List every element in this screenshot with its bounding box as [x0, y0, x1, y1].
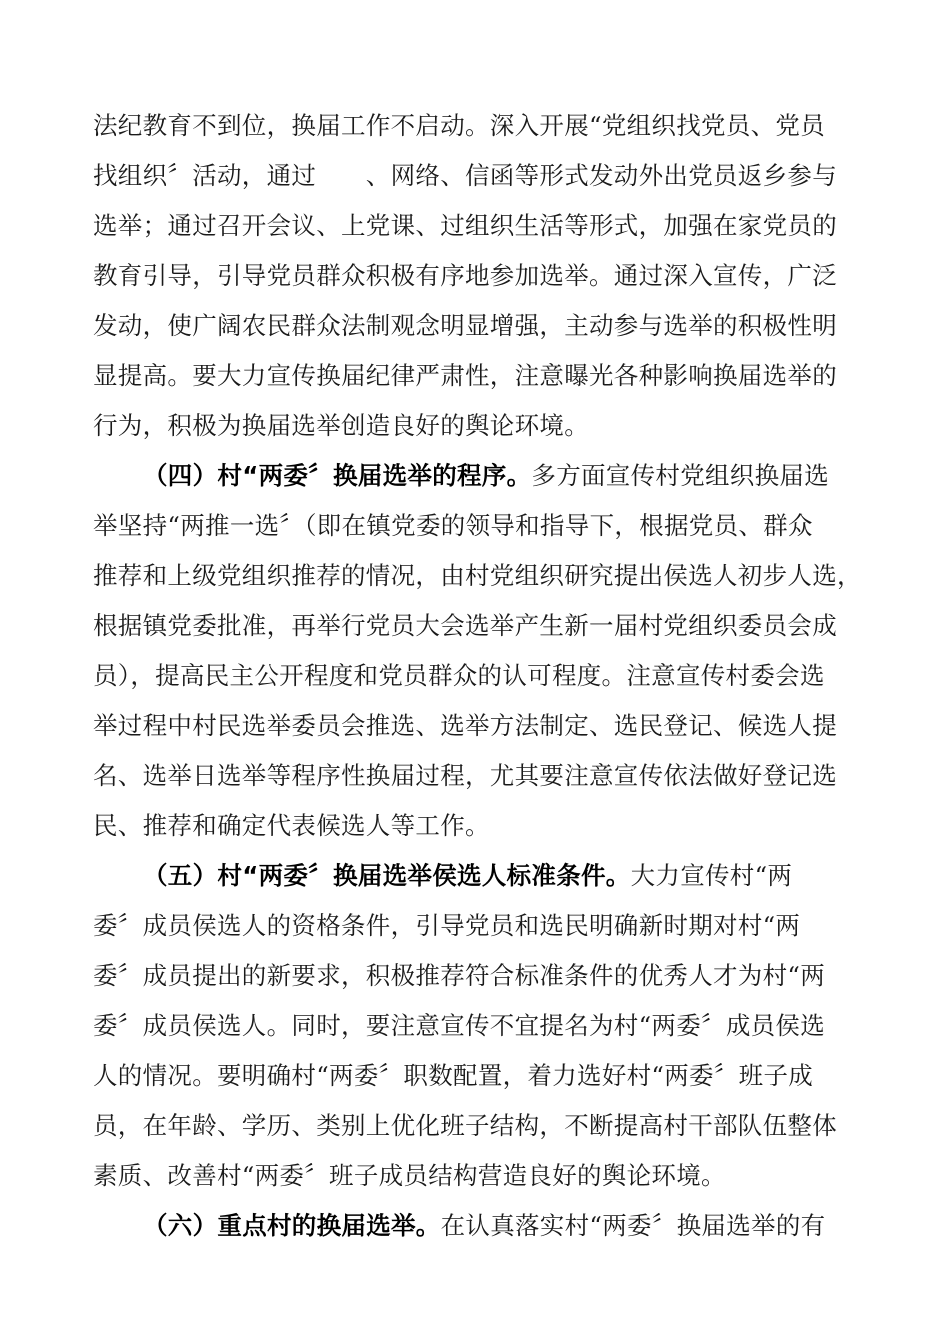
text-line: 人的情况。要明确村“两委〞职数配置，着力选好村“两委〞班子成	[93, 1061, 814, 1090]
text-line: 素质、改善村“两委〞班子成员结构营造良好的舆论环境。	[93, 1161, 726, 1190]
section-heading-5: （五）村“两委〞换届选举侯选人标准条件。	[143, 861, 631, 890]
text-line: 推荐和上级党组织推荐的情况，由村党组织研究提出侯选人初步人选，	[93, 561, 862, 590]
text-line: 发动，使广阔农民群众法制观念明显增强，主动参与选举的积极性明	[93, 311, 837, 340]
text-line: 举过程中村民选举委员会推选、选举方法制定、选民登记、候选人提	[93, 711, 837, 740]
text-line: 委〞成员侯选人。同时，要注意宣传不宜提名为村“两委〞成员侯选	[93, 1011, 826, 1040]
text-line: 委〞成员提出的新要求，积极推荐符合标准条件的优秀人才为村“两	[93, 961, 826, 990]
text-line: 教育引导，引导党员群众积极有序地参加选举。通过深入宣传，广泛	[93, 261, 837, 290]
text-line: 行为，积极为换届选举创造良好的舆论环境。	[93, 411, 589, 440]
text-line: 显提高。要大力宣传换届纪律严肃性，注意曝光各种影响换届选举的	[93, 361, 837, 390]
text-line: 委〞成员侯选人的资格条件，引导党员和选民明确新时期对村“两	[93, 911, 801, 940]
text-line: 员，在年龄、学历、类别上优化班子结构，不断提高村干部队伍整体	[93, 1111, 837, 1140]
text-line: 名、选举日选举等程序性换届过程，尤其要注意宣传依法做好登记选	[93, 761, 837, 790]
section-heading-4: （四）村“两委〞换届选举的程序。	[143, 461, 532, 490]
text-line: 举坚持“两推一选〞（即在镇党委的领导和指导下，根据党员、群众	[93, 511, 813, 540]
paragraph-first-line	[143, 858, 873, 894]
text-line: 选举；通过召开会议、上党课、过组织生活等形式，加强在家党员的	[93, 211, 837, 240]
text-line: 法纪教育不到位，换届工作不启动。深入开展“党组织找党员、党员	[93, 111, 826, 140]
text-line: 民、推荐和确定代表候选人等工作。	[93, 811, 490, 840]
text-run: 在认真落实村“两委〞换届选举的有	[440, 1211, 826, 1240]
paragraph-first-line	[143, 458, 873, 494]
text-line: 根据镇党委批准，再举行党员大会选举产生新一届村党组织委员会成	[93, 611, 837, 640]
text-line: 员），提高民主公开程度和党员群众的认可程度。注意宣传村委会选	[93, 661, 825, 690]
text-run: 多方面宣传村党组织换届选	[531, 461, 830, 490]
section-heading-6: （六）重点村的换届选举。	[143, 1211, 441, 1240]
text-line: 找组织〞活动，通过 、网络、信函等形式发动外出党员返乡参与	[93, 161, 837, 190]
paragraph-first-line	[143, 1208, 873, 1244]
text-run: 大力宣传村“两	[630, 861, 793, 890]
